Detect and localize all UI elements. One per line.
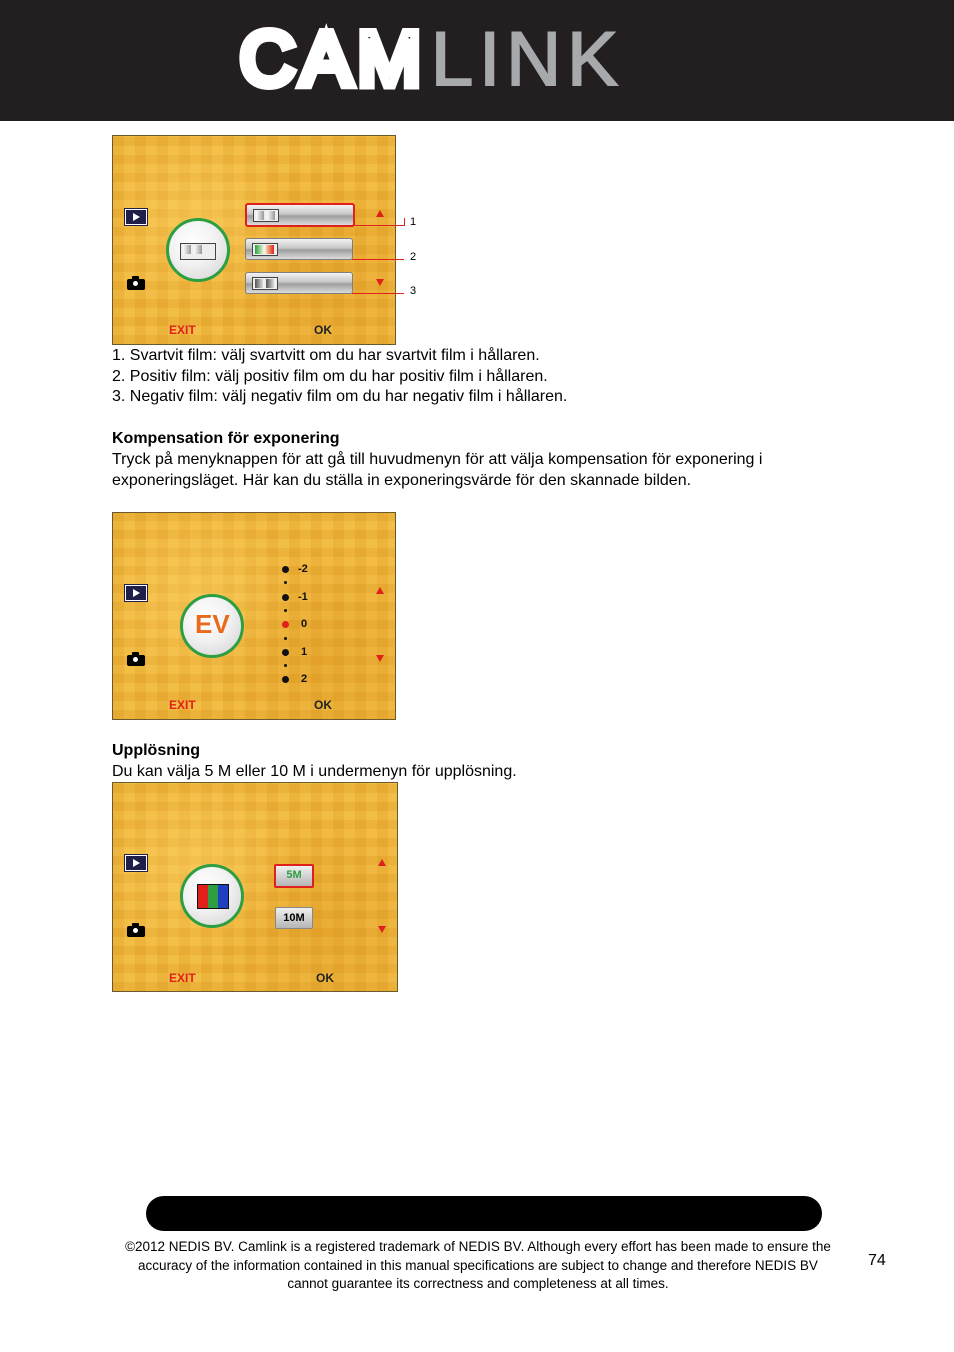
- ev-step-small-dot: [284, 637, 287, 640]
- arrow-up-icon: [376, 587, 384, 594]
- play-icon: [125, 585, 147, 601]
- rgb-icon: [197, 884, 229, 909]
- ev-value[interactable]: -2: [298, 563, 308, 575]
- resolution-option-5m[interactable]: 5M: [274, 864, 314, 888]
- camera-icon: [127, 279, 145, 290]
- ev-step-dot: [282, 676, 289, 683]
- resolution-body: Du kan välja 5 M eller 10 M i undermenyn för upplösning.: [112, 763, 517, 780]
- film-type-list: [112, 346, 567, 408]
- ev-step-dot: [282, 566, 289, 573]
- ev-step-small-dot: [284, 609, 287, 612]
- exposure-heading: Kompensation för exponering: [112, 430, 340, 447]
- arrow-down-icon: [378, 926, 386, 933]
- callout-number: 3: [410, 285, 417, 297]
- film-option-negative[interactable]: [245, 272, 353, 294]
- list-item: 1. Svartvit film: välj svartvitt om du har svartvit film i hållaren.: [112, 347, 540, 364]
- callout-number: 1: [410, 216, 417, 228]
- ok-label: OK: [314, 323, 332, 337]
- footer-copyright: ©2012 NEDIS BV. Camlink is a registered trademark of NEDIS BV. Although every effort has been made to ensure the accuracy of the information contained in this manual specifications are subject to change and therefore NEDIS BV cannot guarantee its correctness and completeness at all times.: [125, 1239, 831, 1291]
- resolution-circle: [180, 864, 244, 928]
- logo-cam: CAM: [240, 17, 427, 102]
- camera-icon: [127, 926, 145, 937]
- arrow-up-icon: [376, 210, 384, 217]
- page-header: [0, 0, 954, 121]
- logo-link: LINK: [430, 17, 624, 102]
- resolution-option-10m[interactable]: 10M: [275, 907, 313, 929]
- page-number: 74: [868, 1252, 886, 1269]
- ev-value[interactable]: -1: [298, 591, 308, 603]
- resolution-heading: Upplösning: [112, 742, 200, 759]
- ok-label: OK: [316, 971, 334, 985]
- bw-film-icon: [253, 209, 279, 222]
- ev-step-small-dot: [284, 581, 287, 584]
- film-option-positive[interactable]: [245, 238, 353, 260]
- arrow-up-icon: [378, 859, 386, 866]
- play-icon: [125, 855, 147, 871]
- resolution-screen: [112, 782, 398, 992]
- arrow-down-icon: [376, 279, 384, 286]
- ev-screen: [112, 512, 396, 720]
- ev-value[interactable]: 2: [301, 673, 308, 685]
- film-option-bw[interactable]: [245, 203, 355, 227]
- ok-label: OK: [314, 698, 332, 712]
- ev-value-selected[interactable]: 0: [301, 618, 308, 630]
- exit-label: EXIT: [169, 698, 196, 712]
- ev-step-dot: [282, 649, 289, 656]
- ev-icon: EV: [195, 609, 230, 639]
- callout-number: 2: [410, 251, 417, 263]
- callout-line: [404, 218, 405, 226]
- list-item: 2. Positiv film: välj positiv film om du har positiv film i hållaren.: [112, 367, 548, 385]
- callout-line: [352, 225, 404, 226]
- film-type-screen: [112, 135, 396, 345]
- film-icon: [180, 243, 216, 260]
- callout-line: [352, 293, 404, 294]
- exit-label: EXIT: [169, 971, 196, 985]
- ev-circle: [180, 594, 244, 658]
- footer-bar: [146, 1196, 822, 1231]
- negative-film-icon: [252, 277, 278, 290]
- arrow-down-icon: [376, 655, 384, 662]
- camlink-logo: [240, 17, 624, 102]
- ev-step-dot: [282, 594, 289, 601]
- camera-icon: [127, 655, 145, 666]
- ev-value[interactable]: 1: [301, 646, 308, 658]
- exposure-body: Tryck på menyknappen för att gå till huvudmenyn för att välja kompensation för exponering i exponeringsläget. Här kan du ställa in exponeringsvärde för den skannade bilden.: [112, 451, 763, 489]
- play-icon: [125, 209, 147, 225]
- ev-step-dot-selected: [282, 621, 289, 628]
- callout-line: [352, 259, 404, 260]
- list-item: 3. Negativ film: välj negativ film om du har negativ film i hållaren.: [112, 388, 568, 405]
- film-mode-circle: [166, 218, 230, 282]
- ev-step-small-dot: [284, 664, 287, 667]
- positive-film-icon: [252, 243, 278, 256]
- exit-label: EXIT: [169, 323, 196, 337]
